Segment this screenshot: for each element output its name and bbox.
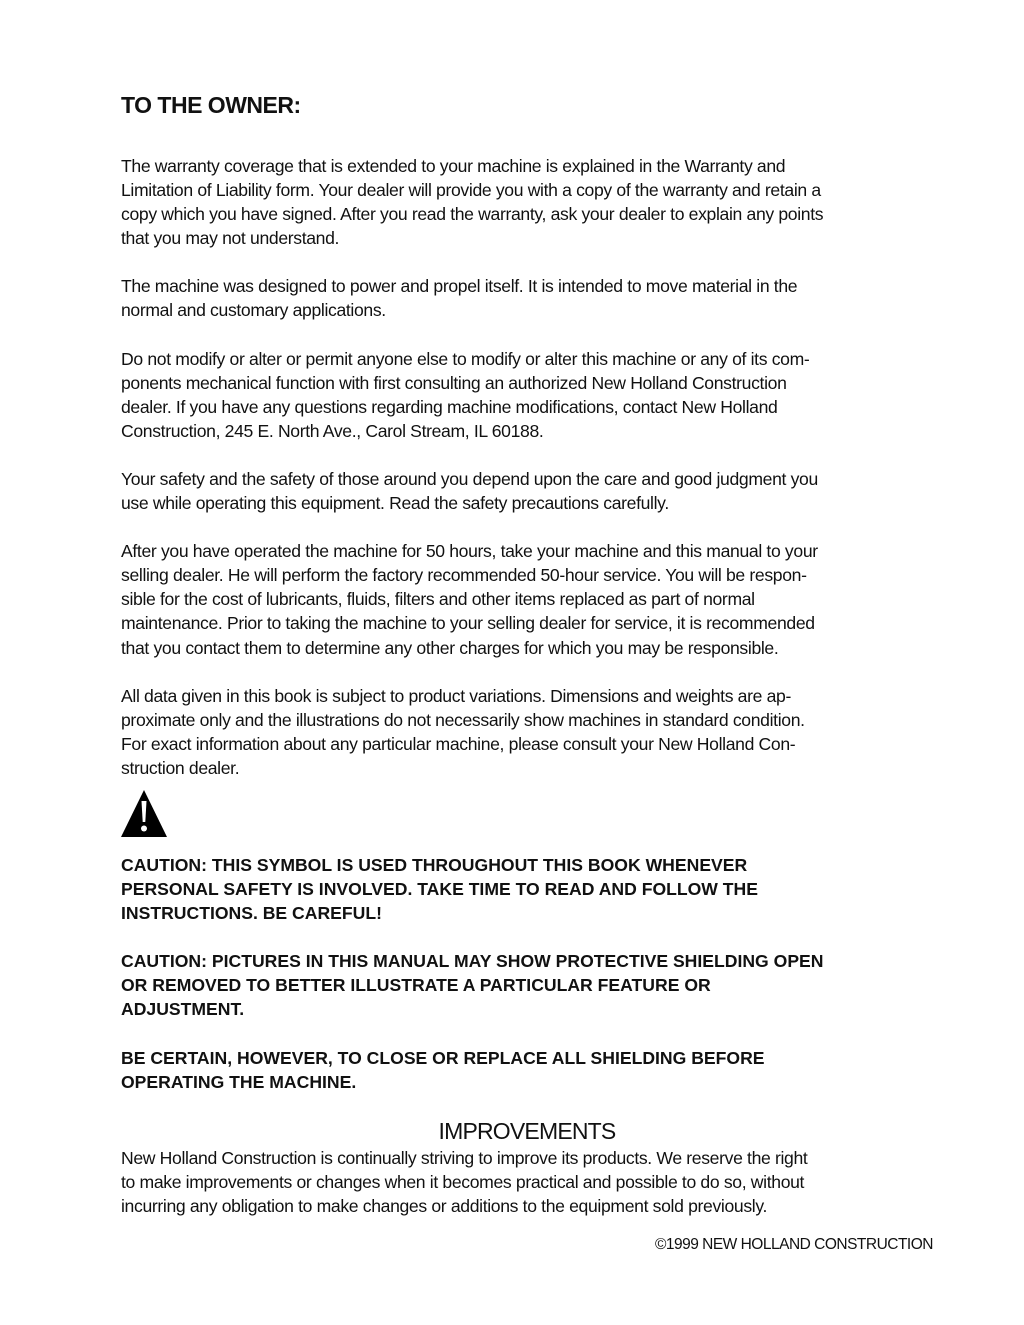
improvements-heading: IMPROVEMENTS — [438, 1117, 616, 1144]
document-page — [121, 88, 933, 1218]
data-variation-paragraph: All data given in this book is subject to product variations. Dimensions and weights are ap- proximate only and the illustrations do not necessarily show machines in standard condition. For exact information about any particular machine, please consult your New Holland Con- struction dealer. — [121, 685, 805, 778]
shielding-close-text: BE CERTAIN, HOWEVER, TO CLOSE OR REPLACE ALL SHIELDING BEFORE OPERATING THE MACHINE. — [121, 1047, 765, 1092]
warranty-paragraph: The warranty coverage that is extended to your machine is explained in the Warranty and Limitation of Liability form. Your dealer will provide you with a copy of the warranty and retain a copy which you have signed. After you read the warranty, ask your dealer to explain any points that you may not understand. — [121, 156, 824, 249]
caution-shielding-text: CAUTION: PICTURES IN THIS MANUAL MAY SHOW PROTECTIVE SHIELDING OPEN OR REMOVED TO BETTER ILLUSTRATE A PARTICULAR FEATURE OR ADJUSTMENT. — [121, 951, 824, 1020]
copyright-notice: ©1999 NEW HOLLAND CONSTRUCTION — [654, 1236, 933, 1253]
improvements-paragraph: New Holland Construction is continually striving to improve its products. We reserve the right to make improvements or changes when it becomes practical and possible to do so, without incurring any obligation to make changes or additions to the equipment sold previously. — [121, 1147, 808, 1216]
warning-triangle-icon — [119, 789, 169, 839]
machine-design-paragraph: The machine was designed to power and propel itself. It is intended to move material in the normal and customary applications. — [121, 276, 798, 321]
service-paragraph: After you have operated the machine for 50 hours, take your machine and this manual to your selling dealer. He will perform the factory recommended 50-hour service. You will be respon- sible for the cost of lubricants, fluids, filters and other items replaced as part of normal maintenance. Prior to taking the machine to your selling dealer for service, it is recommended that you contact them to determine any other charges for which you may be responsible. — [121, 541, 818, 658]
modification-paragraph: Do not modify or alter or permit anyone else to modify or alter this machine or any of its com- ponents mechanical function with first consulting an authorized New Holland Construction dealer. If you have any questions regarding machine modifications, contact New Holland Construction, 245 E. North Ave., Carol Stream, IL 60188. — [121, 348, 810, 441]
safety-paragraph: Your safety and the safety of those around you depend upon the care and good judgment you use while operating this equipment. Read the safety precautions carefully. — [121, 468, 818, 514]
caution-symbol-text: CAUTION: THIS SYMBOL IS USED THROUGHOUT THIS BOOK WHENEVER PERSONAL SAFETY IS INVOLVED. TAKE TIME TO READ AND FOLLOW THE INSTRUCTIONS. BE CAREFUL! — [121, 854, 758, 924]
page-title: TO THE OWNER: — [121, 92, 301, 118]
